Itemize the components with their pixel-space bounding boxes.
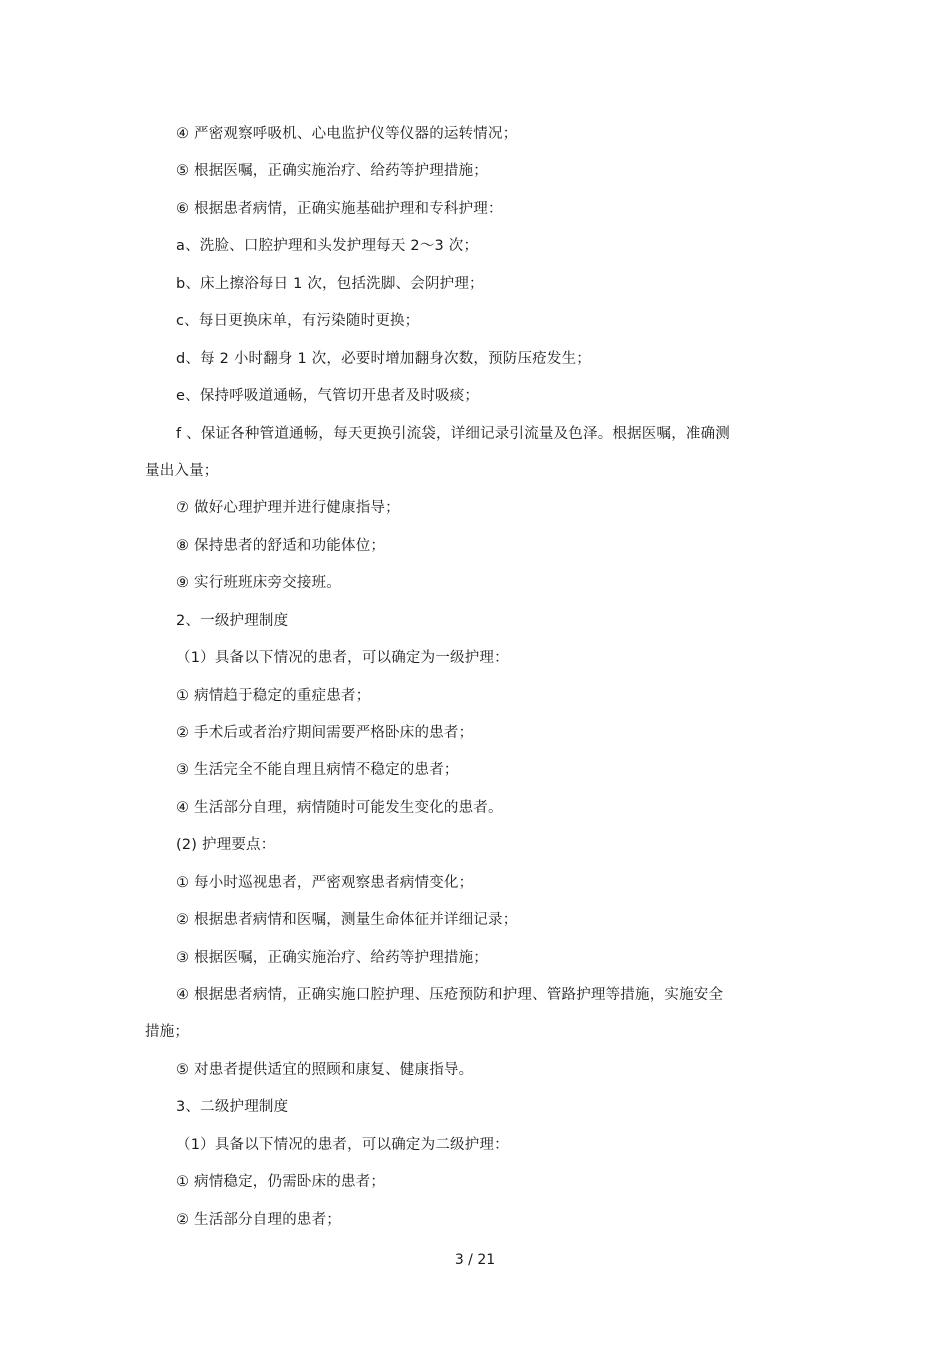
text-line: （1）具备以下情况的患者，可以确定为一级护理： (176, 650, 509, 666)
text-line: f 、保证各种管道通畅，每天更换引流袋，详细记录引流量及色泽。根据医嘱，准确测 (176, 426, 731, 442)
text-line: （1）具备以下情况的患者，可以确定为二级护理： (176, 1137, 509, 1153)
section-heading: 2、一级护理制度 (176, 613, 289, 629)
text-line: ⑤ 根据医嘱，正确实施治疗、给药等护理措施； (176, 163, 489, 179)
text-line: ⑦ 做好心理护理并进行健康指导； (176, 500, 400, 516)
text-line: ② 手术后或者治疗期间需要严格卧床的患者； (176, 725, 474, 741)
text-line: (2) 护理要点： (176, 837, 276, 853)
text-line: ④ 生活部分自理，病情随时可能发生变化的患者。 (176, 800, 503, 816)
page-number: 3 / 21 (454, 1252, 496, 1268)
text-line: 量出入量； (145, 463, 219, 479)
text-line: a、洗脸、口腔护理和头发护理每天 2～3 次； (176, 238, 479, 254)
text-line: ⑤ 对患者提供适宜的照顾和康复、健康指导。 (176, 1062, 474, 1078)
text-line: c、每日更换床单，有污染随时更换； (176, 313, 420, 329)
text-line: ⑧ 保持患者的舒适和功能体位； (176, 538, 386, 554)
text-line: ⑥ 根据患者病情，正确实施基础护理和专科护理： (176, 201, 503, 217)
text-line: ④ 严密观察呼吸机、心电监护仪等仪器的运转情况； (176, 126, 518, 142)
text-line: ④ 根据患者病情，正确实施口腔护理、压疮预防和护理、管路护理等措施，实施安全 (176, 987, 724, 1003)
text-line: ② 生活部分自理的患者； (176, 1212, 342, 1228)
text-line: ③ 根据医嘱，正确实施治疗、给药等护理措施； (176, 950, 489, 966)
text-line: ① 病情趋于稳定的重症患者； (176, 688, 371, 704)
text-line: b、床上擦浴每日 1 次，包括洗脚、会阴护理； (176, 276, 484, 292)
text-line: ③ 生活完全不能自理且病情不稳定的患者； (176, 762, 459, 778)
text-line: 措施； (145, 1024, 190, 1040)
section-heading: 3、二级护理制度 (176, 1099, 289, 1115)
text-line: ⑨ 实行班班床旁交接班。 (176, 575, 342, 591)
text-line: ① 每小时巡视患者，严密观察患者病情变化； (176, 875, 474, 891)
text-line: ② 根据患者病情和医嘱，测量生命体征并详细记录； (176, 912, 518, 928)
text-line: ① 病情稳定，仍需卧床的患者； (176, 1174, 386, 1190)
text-line: e、保持呼吸道通畅，气管切开患者及时吸痰； (176, 388, 480, 404)
text-line: d、每 2 小时翻身 1 次，必要时增加翻身次数，预防压疮发生； (176, 351, 591, 367)
